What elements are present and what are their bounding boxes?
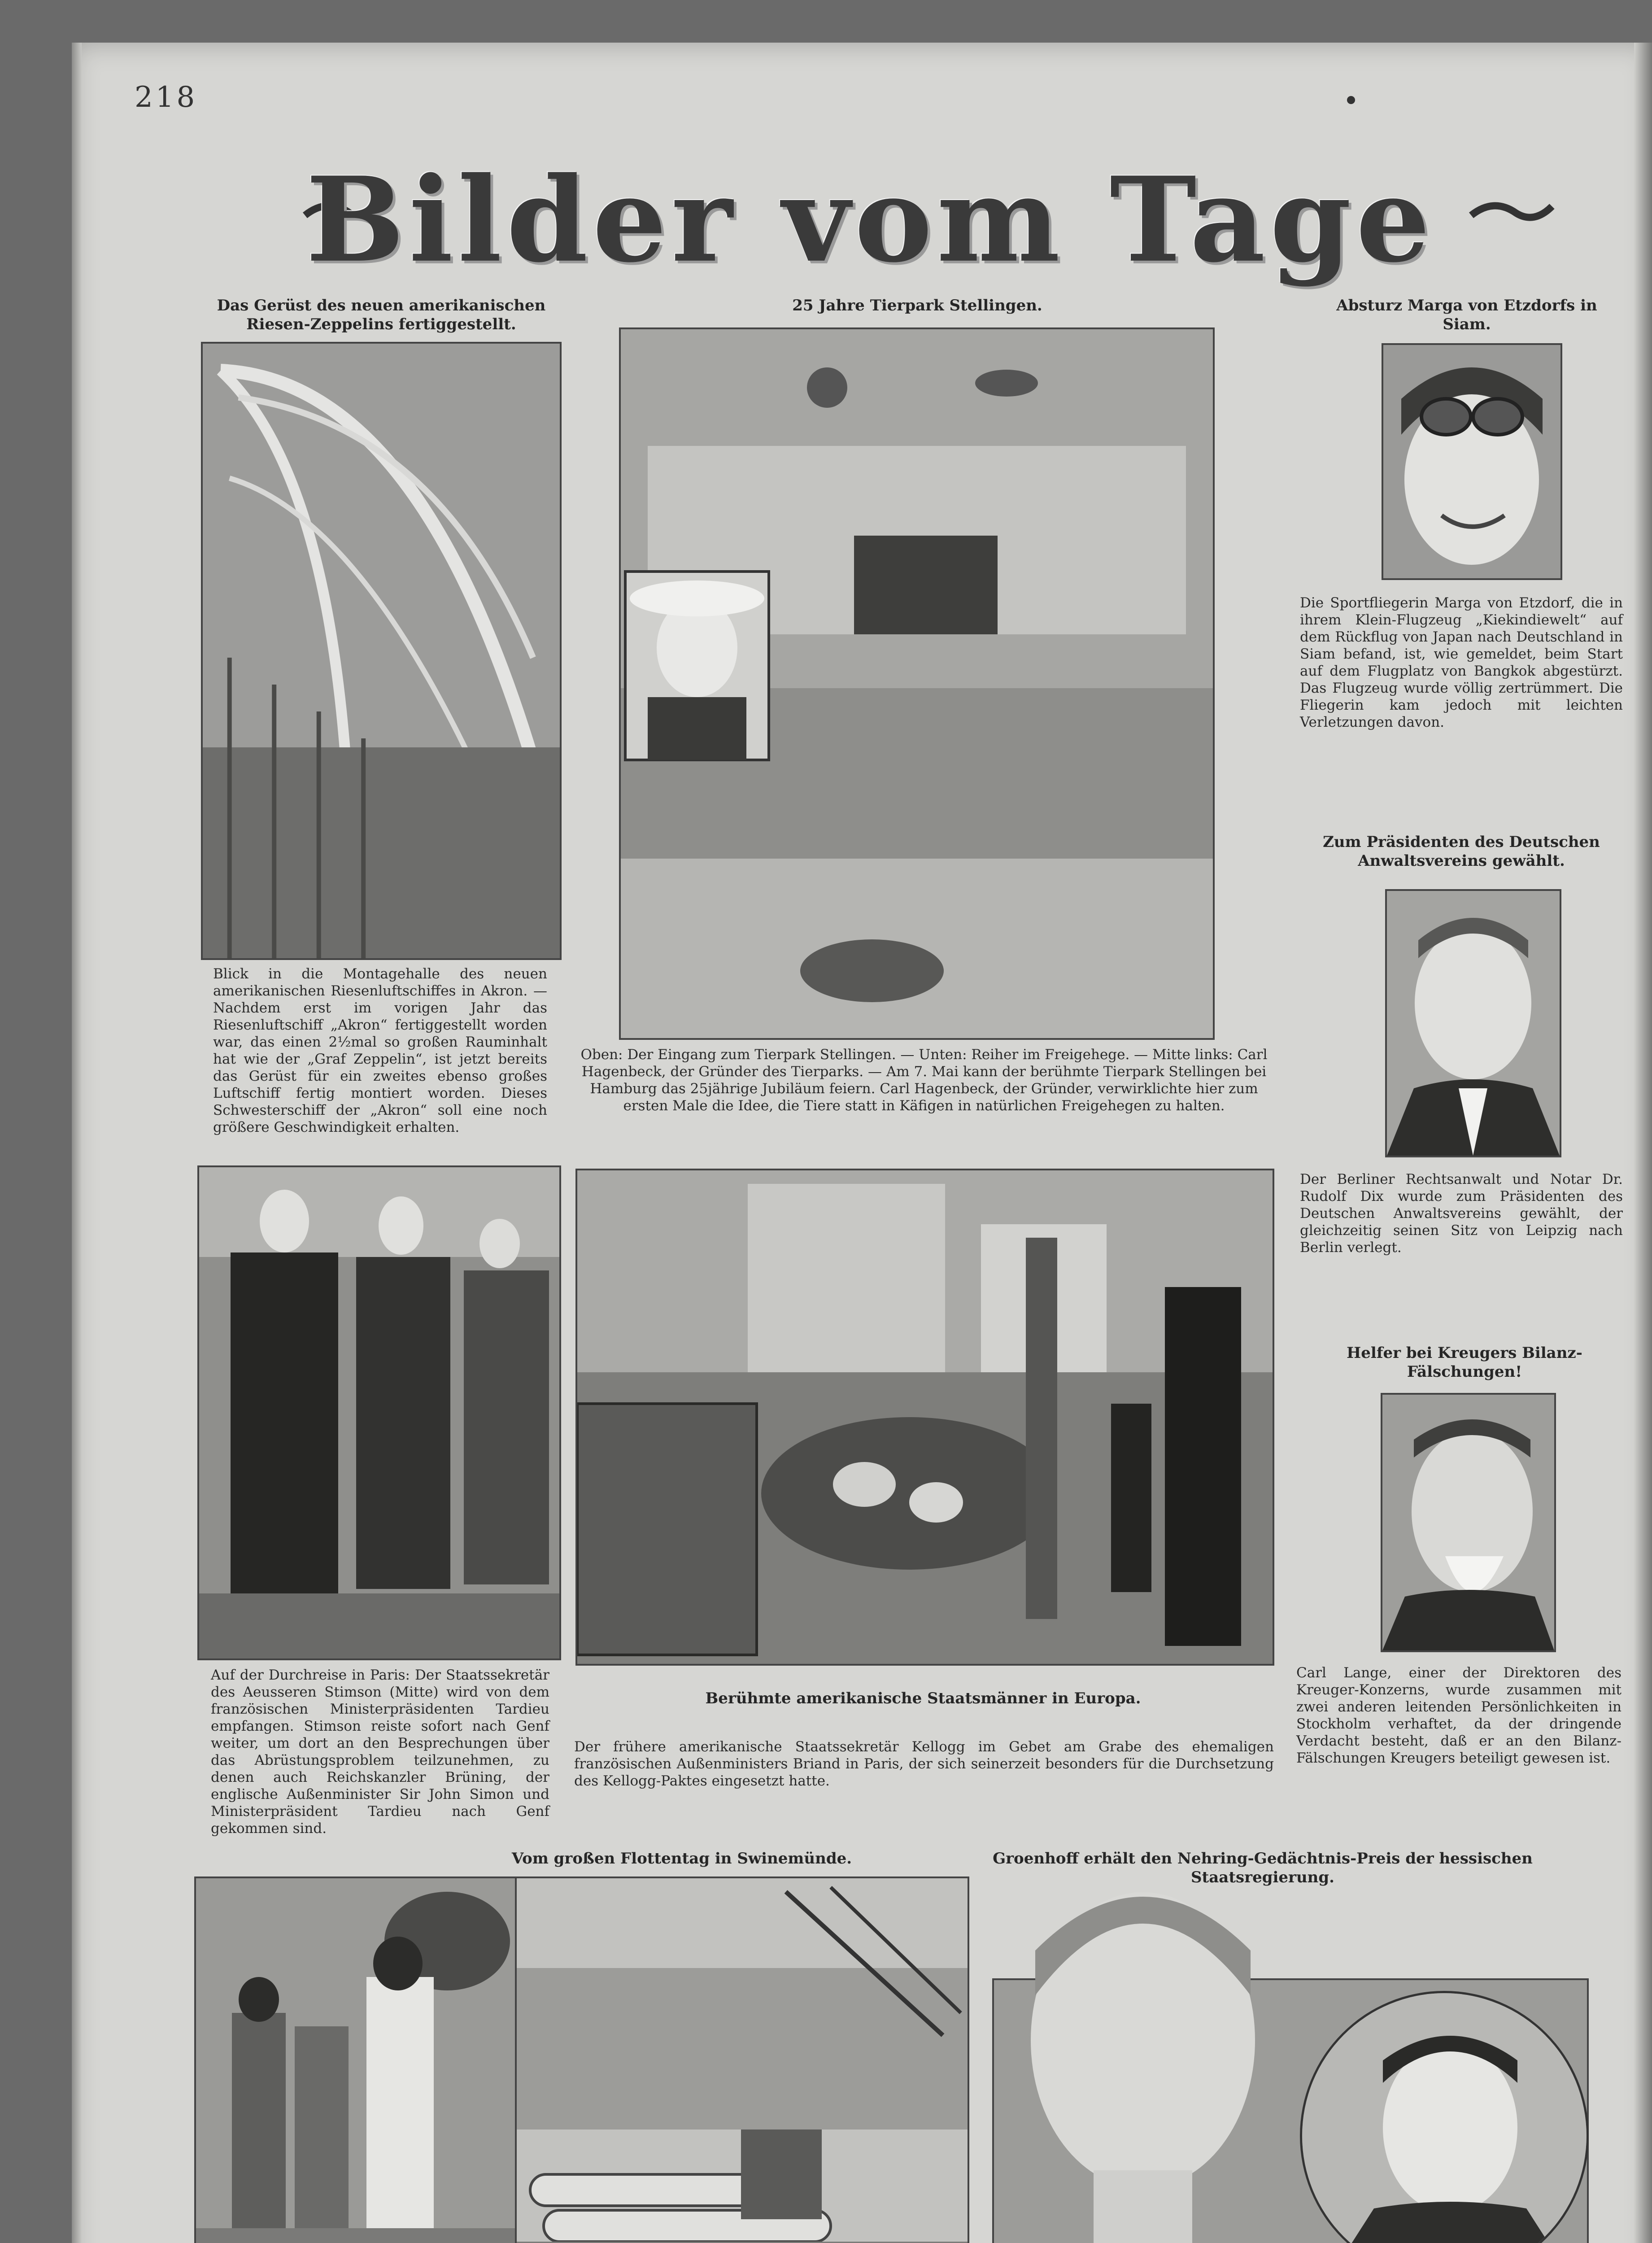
flottentag-heading: Vom großen Flottentag in Swinemünde. xyxy=(511,1850,852,1868)
torpedo-deck-illustration xyxy=(517,1878,968,2243)
torpedoes-photo xyxy=(515,1876,969,2243)
ink-dot xyxy=(1347,96,1355,104)
tierpark-photo xyxy=(619,327,1215,1040)
right-flourish-ornament xyxy=(1467,193,1556,233)
page-curl-edge xyxy=(1634,43,1652,2243)
stimson-group-illustration xyxy=(199,1167,559,1658)
zeppelin-frame-illustration xyxy=(203,344,560,958)
kreuger-heading: Helfer bei Kreugers Bilanz-Fälschungen! xyxy=(1347,1344,1582,1381)
anwaltsverein-heading: Zum Präsidenten des Deutschen Anwaltsvereins gewählt. xyxy=(1323,833,1600,870)
nehring-prize-sculpture xyxy=(999,1879,1286,2243)
kellogg-caption: Der frühere amerikanische Staatssekretär Kellogg im Gebet am Grabe des ehemaligen französischen Außenministers Briand in Paris, der sich seinerzeit besonders für die Durchsetzung des Kellogg-Paktes eingesetzt hatte. xyxy=(574,1739,1274,1789)
page-number: 218 xyxy=(135,81,198,114)
man-portrait-illustration xyxy=(1387,891,1560,1156)
sailors-illustration xyxy=(196,1878,515,2243)
tierpark-heading: 25 Jahre Tierpark Stellingen. xyxy=(792,297,1042,314)
zeppelin-caption: Blick in die Montagehalle des neuen amerikanischen Riesenluftschiffes in Akron. — Nachdem erst im vorigen Jahr das Riesenluftschiff „Akron“ fertiggestellt worden war, das einen 2½mal so großen Rauminhalt hat wie der „Graf Zeppelin“, ist jetzt bereits das Gerüst für ein zweites ebenso großes Luftschiff fertig montiert worden. Dieses Schwesterschiff der „Akron“ soll eine noch größere Geschwindigkeit erhalten. xyxy=(213,966,547,1135)
zeppelin-frame-photo xyxy=(201,342,562,960)
bearded-man-illustration xyxy=(1382,1395,1554,1650)
stimson-caption: Auf der Durchreise in Paris: Der Staatssekretär des Aeusseren Stimson (Mitte) wird von dem französischen Ministerpräsidenten Tardieu empfangen. Stimson reiste sofort nach Genf weiter, um dort an den Besprechungen über das Abrüstungsproblem teilzunehmen, zu denen auch Reichskanzler Brüning, der englische Außenminister Sir John Simon und Ministerpräsident Tardieu nach Genf gekommen sind. xyxy=(211,1667,549,1837)
dix-portrait xyxy=(1385,889,1561,1157)
groenhoff-heading: Groenhoff erhält den Nehring-Gedächtnis-Preis der hessischen Staatsregierung. xyxy=(993,1850,1533,1886)
etzdorf-caption: Die Sportfliegerin Marga von Etzdorf, die in ihrem Klein-Flugzeug „Kiekindiewelt“ auf dem Rückflug von Japan nach Deutschland in Siam befand, ist, wie gemeldet, beim Start auf dem Flugplatz von Bangkok abgestürzt. Das Flugzeug wurde völlig zertrümmert. Die Fliegerin kam jedoch mit leichten Verletzungen davon. xyxy=(1300,595,1623,730)
aviator-portrait-illustration xyxy=(1383,345,1560,578)
gasmask-sailors-photo xyxy=(194,1876,517,2243)
kreuger-caption: Carl Lange, einer der Direktoren des Kreuger-Konzerns, wurde zusammen mit zwei anderen leitenden Persönlichkeiten in Stockholm verhaftet, da der dringende Verdacht besteht, daß er an den Bilanz-Fälschungen Kreugers beteiligt gewesen ist. xyxy=(1296,1665,1621,1766)
etzdorf-portrait xyxy=(1382,343,1562,580)
young-man-illustration xyxy=(1302,1993,1587,2243)
masthead-title: Bilder vom Tage xyxy=(305,151,1435,288)
kellogg-heading: Berühmte amerikanische Staatsmänner in Europa. xyxy=(705,1689,1141,1707)
grave-scene-illustration xyxy=(577,1170,1273,1664)
masthead xyxy=(296,153,1444,287)
tierpark-caption: Oben: Der Eingang zum Tierpark Stellingen. — Unten: Reiher im Freigehege. — Mitte links: Carl Hagenbeck, der Gründer des Tierparks. — Am 7. Mai kann der berühmte Tierpark Stellingen bei Hamburg das 25jährige Jubiläum feiern. Carl Hagenbeck, der Gründer, verwirklichte hier zum ersten Male die Idee, die Tiere statt in Käfigen in natürlichen Freigehegen zu halten. xyxy=(580,1047,1268,1114)
stimson-photo xyxy=(197,1165,561,1660)
etzdorf-heading: Absturz Marga von Etzdorfs in Siam. xyxy=(1336,297,1597,333)
kellogg-grave-photo xyxy=(575,1169,1274,1666)
zeppelin-heading: Das Gerüst des neuen amerikanischen Riesen-Zeppelins fertiggestellt. xyxy=(217,297,546,333)
lange-portrait xyxy=(1381,1393,1556,1652)
tierpark-illustration xyxy=(621,329,1213,1038)
sculpture-head-illustration xyxy=(999,1879,1286,2243)
anwaltsverein-caption: Der Berliner Rechtsanwalt und Notar Dr. Rudolf Dix wurde zum Präsidenten des Deutschen Anwaltsvereins gewählt, der gleichzeitig seinen Sitz von Leipzig nach Berlin verlegt. xyxy=(1300,1171,1623,1256)
